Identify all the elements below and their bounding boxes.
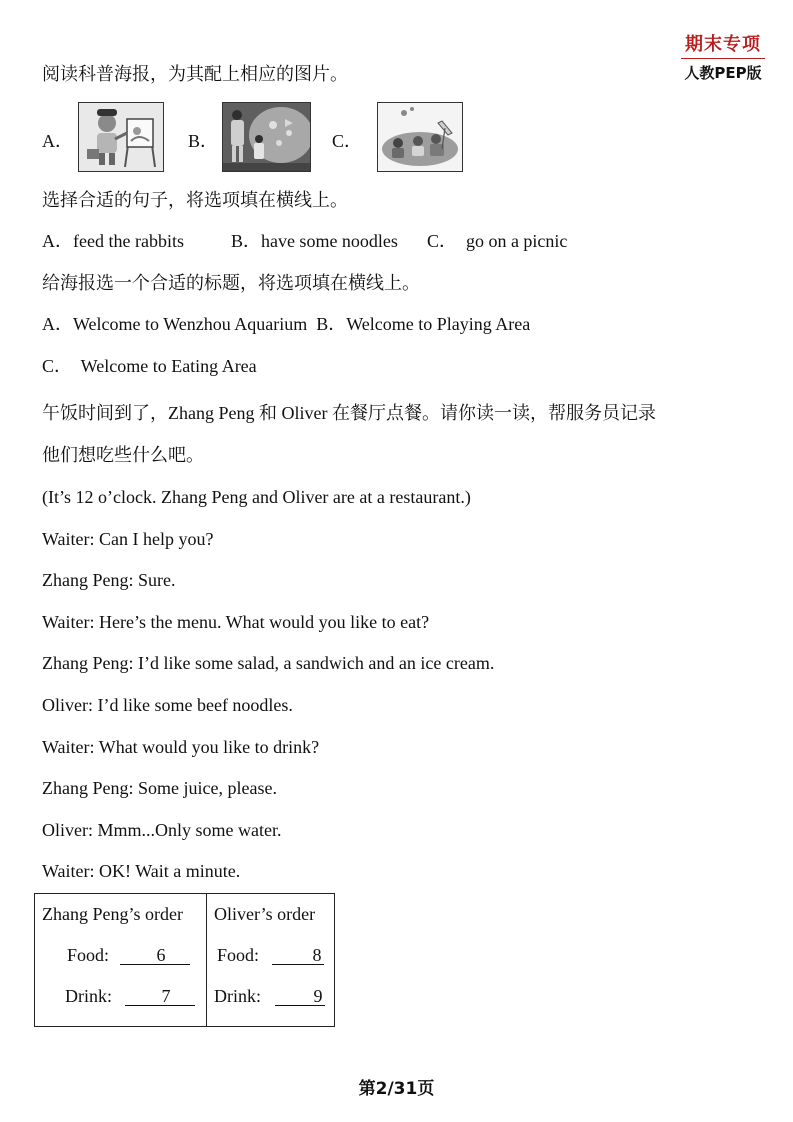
page-number: 第2/31页 <box>358 1079 435 1099</box>
dialog-line: Waiter: Here’s the menu. What would you like to eat? <box>42 612 430 632</box>
brand-edition: 人教PEP版 <box>684 64 762 82</box>
dialog-line: Waiter: What would you like to drink? <box>42 737 320 757</box>
drink-label: Drink: <box>214 986 261 1006</box>
oliver-order-cell <box>207 894 335 1027</box>
aquarium-visitors-illustration <box>223 103 310 171</box>
order-table <box>34 893 335 1027</box>
dialog-line: Zhang Peng: I’d like some salad, a sandwich and an ice cream. <box>42 653 495 673</box>
picture-option-label-a: A． <box>42 131 73 151</box>
poster-instruction: 阅读科普海报，为其配上相应的图片。 <box>42 64 348 84</box>
child-painting-illustration <box>79 103 163 171</box>
oliver-order-header: Oliver’s order <box>214 904 316 924</box>
food-label: Food: <box>67 945 110 965</box>
dialog-line: Zhang Peng: Some juice, please. <box>42 778 277 798</box>
answer-blank-6[interactable]: 6 <box>120 946 190 965</box>
drink-label: Drink: <box>65 986 112 1006</box>
oliver-food-row <box>207 935 334 976</box>
sentence-option-a: A．feed the rabbits <box>42 231 184 251</box>
dialog-line: Oliver: I’d like some beef noodles. <box>42 695 293 715</box>
zhang-peng-order-cell <box>35 894 207 1027</box>
dialog-line: Zhang Peng: Sure. <box>42 570 176 590</box>
picture-option-a <box>78 102 164 172</box>
zhang-peng-order-header: Zhang Peng’s order <box>42 904 183 924</box>
answer-blank-9[interactable]: 9 <box>275 987 325 1006</box>
oliver-drink-row <box>207 976 334 1017</box>
title-options-line2: C． Welcome to Eating Area <box>42 356 257 376</box>
food-label: Food: <box>217 945 260 965</box>
title-options-line1: A．Welcome to Wenzhou Aquarium B．Welcome to Playing Area <box>42 314 531 334</box>
brand-divider <box>681 58 765 59</box>
dialog-intro-line2: 他们想吃些什么吧。 <box>42 445 204 465</box>
picture-option-label-b: B． <box>188 131 219 151</box>
dialog-line: (It’s 12 o’clock. Zhang Peng and Oliver are at a restaurant.) <box>42 487 471 507</box>
dialog-line: Waiter: OK! Wait a minute. <box>42 861 241 881</box>
brand-block <box>681 30 765 83</box>
answer-blank-8[interactable]: 8 <box>272 946 324 965</box>
sentence-instruction: 选择合适的句子，将选项填在横线上。 <box>42 190 348 210</box>
dialog-line: Oliver: Mmm...Only some water. <box>42 820 282 840</box>
answer-blank-7[interactable]: 7 <box>125 987 195 1006</box>
brand-title: 期末专项 <box>685 34 761 55</box>
picture-option-label-c: C． <box>332 131 363 151</box>
dialog-line: Waiter: Can I help you? <box>42 529 214 549</box>
picture-option-b <box>222 102 311 172</box>
picnic-illustration <box>378 103 462 171</box>
dialog-intro-line1: 午饭时间到了，Zhang Peng 和 Oliver 在餐厅点餐。请你读一读，帮服务员记录 <box>42 403 656 423</box>
title-instruction: 给海报选一个合适的标题，将选项填在横线上。 <box>42 273 420 293</box>
sentence-options-row <box>42 229 567 253</box>
picture-option-c <box>377 102 463 172</box>
sentence-option-b: B．have some noodles <box>230 231 398 251</box>
sentence-option-c: C． go on a picnic <box>426 231 568 251</box>
zhang-peng-food-row <box>35 935 206 976</box>
zhang-peng-drink-row <box>35 976 206 1017</box>
